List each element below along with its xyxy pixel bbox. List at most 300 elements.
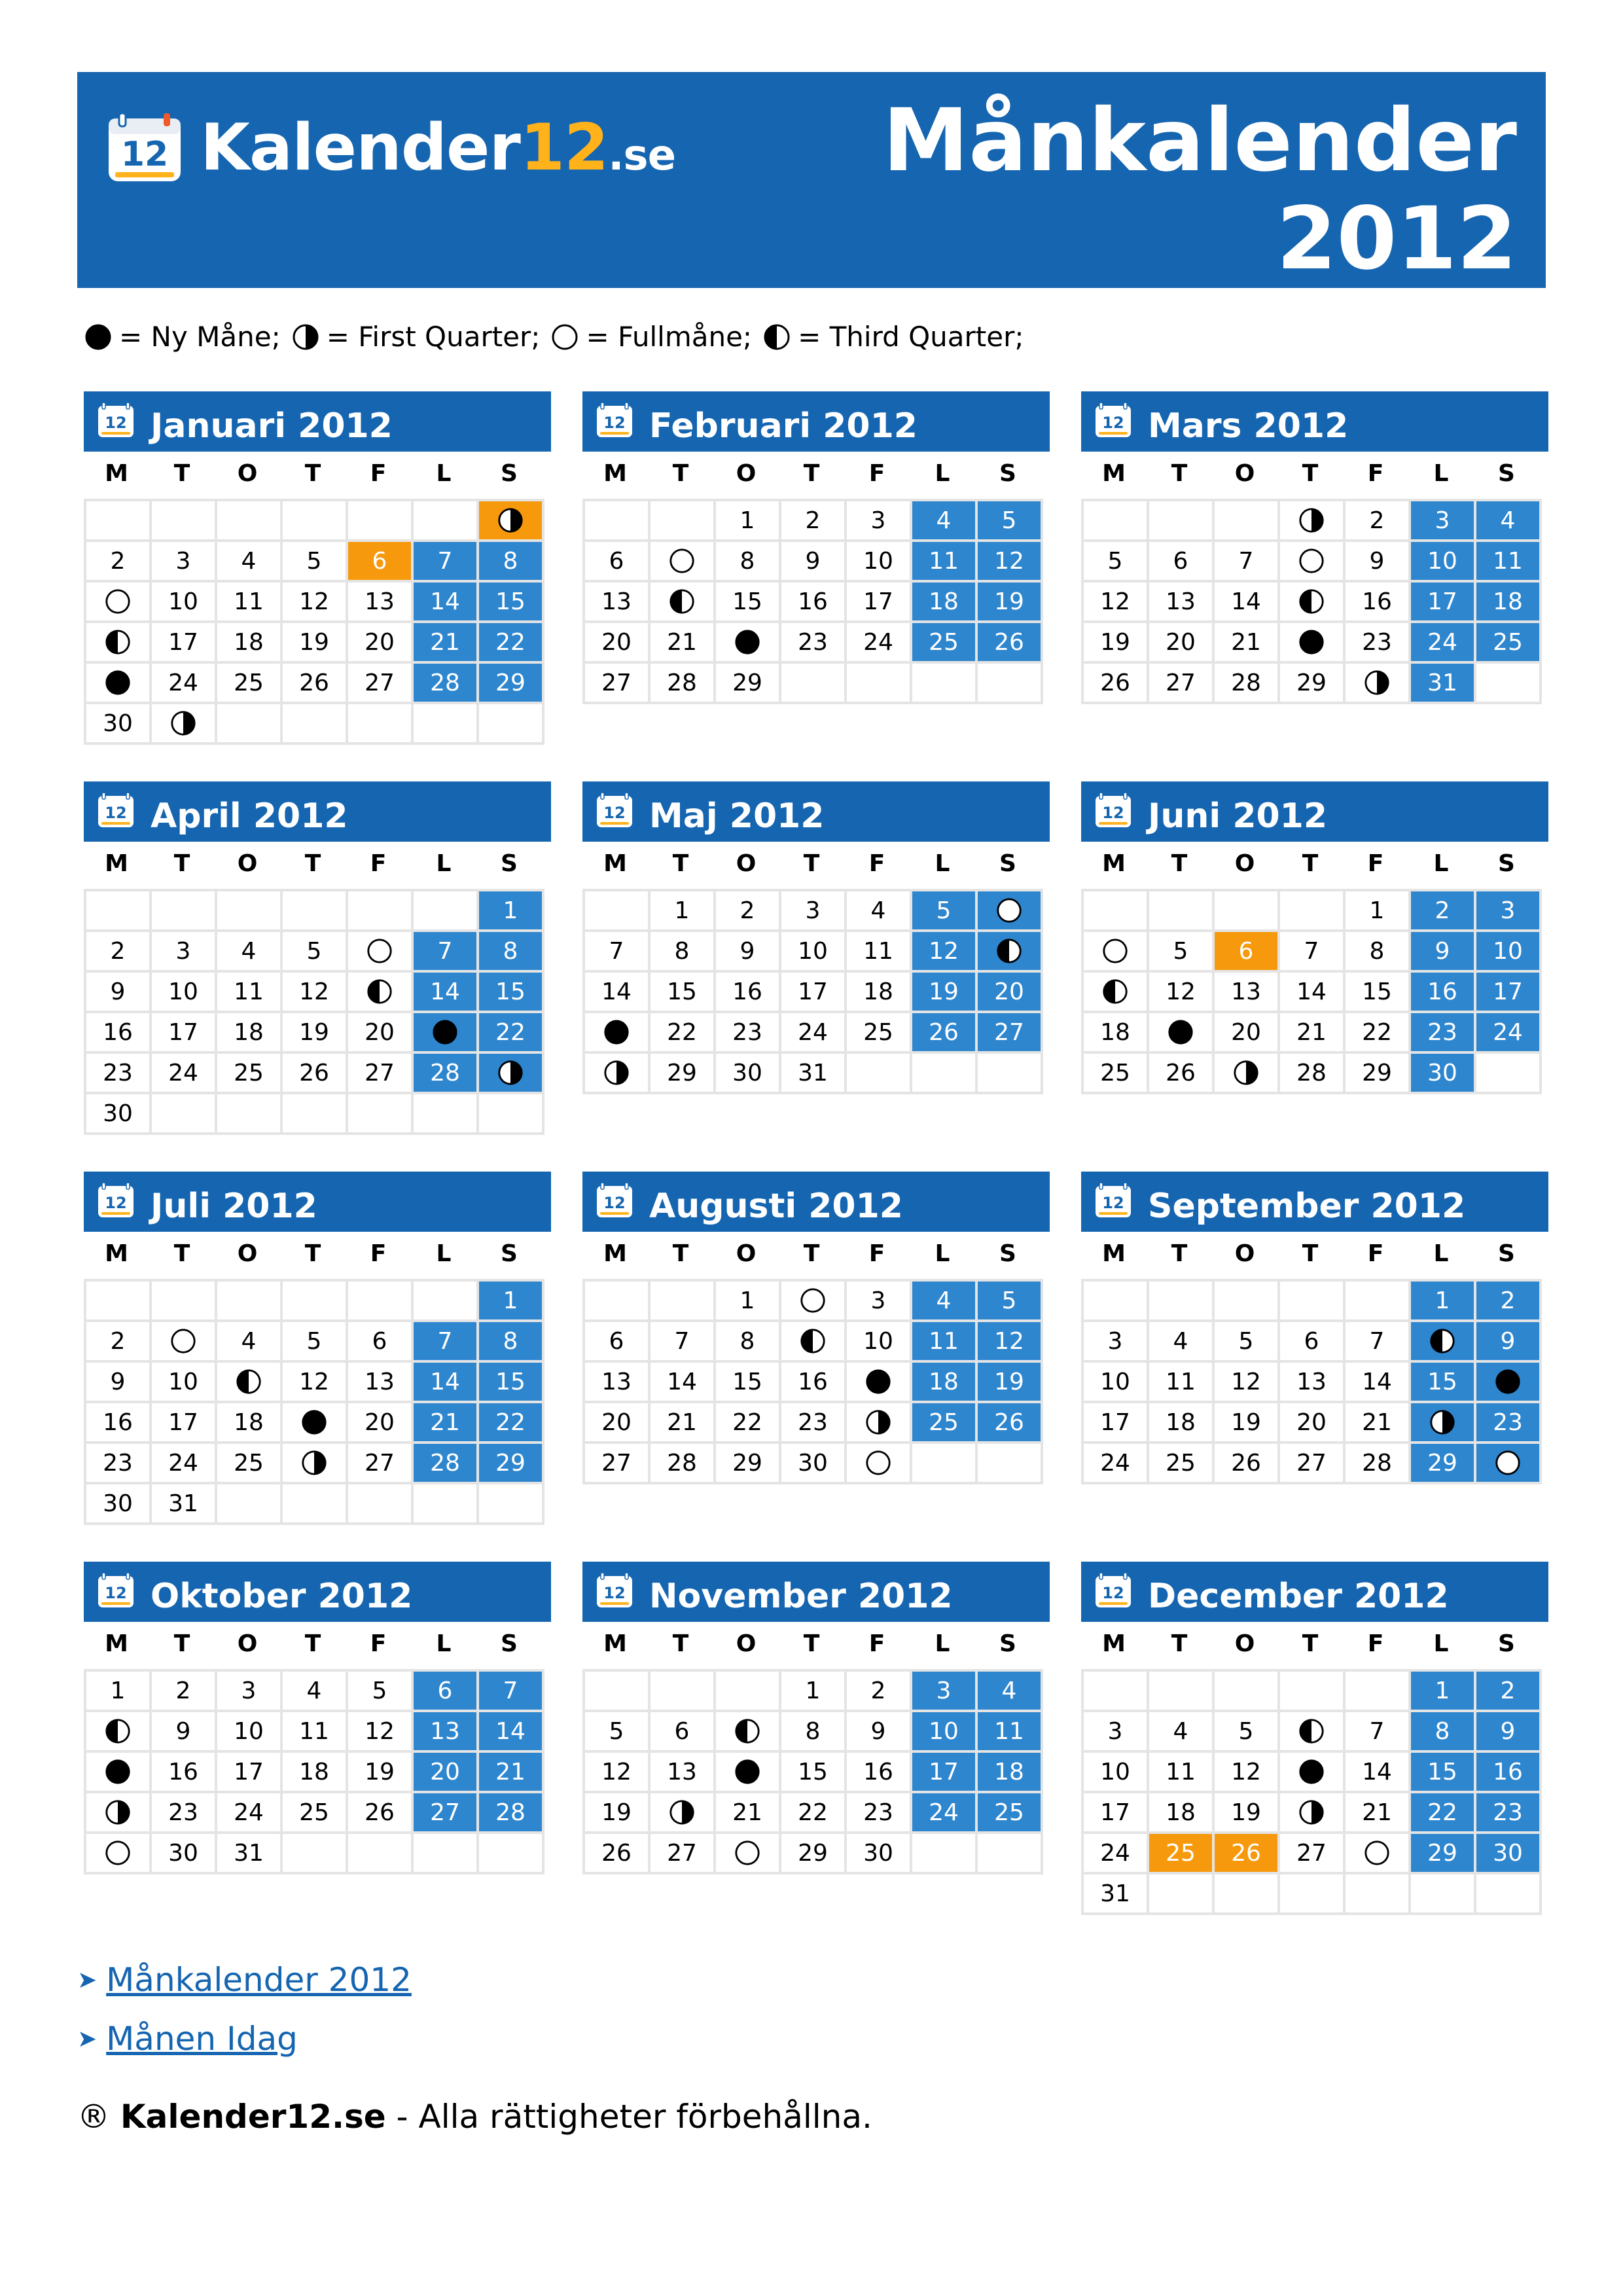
- day-cell[interactable]: 27: [347, 662, 412, 703]
- day-cell[interactable]: 6: [584, 1321, 649, 1361]
- day-cell[interactable]: 8: [780, 1711, 846, 1751]
- day-cell[interactable]: 31: [780, 1052, 846, 1093]
- day-cell[interactable]: 16: [151, 1751, 216, 1792]
- day-cell[interactable]: 26: [347, 1792, 412, 1833]
- link-manen-idag[interactable]: Månen Idag: [106, 2020, 298, 2058]
- day-cell[interactable]: 23: [85, 1052, 151, 1093]
- day-cell[interactable]: 27: [584, 662, 649, 703]
- day-cell[interactable]: 20: [584, 1402, 649, 1443]
- day-cell[interactable]: 22: [478, 1012, 543, 1052]
- day-cell[interactable]: 12: [1213, 1751, 1279, 1792]
- day-cell[interactable]: [347, 971, 412, 1012]
- day-cell[interactable]: 29: [1410, 1833, 1475, 1873]
- day-cell[interactable]: [1213, 1052, 1279, 1093]
- day-cell[interactable]: 19: [347, 1751, 412, 1792]
- day-cell[interactable]: 19: [976, 581, 1042, 622]
- day-cell[interactable]: 24: [151, 1052, 216, 1093]
- day-cell[interactable]: 2: [1475, 1670, 1541, 1711]
- day-cell[interactable]: [1279, 541, 1344, 581]
- day-cell[interactable]: 26: [1148, 1052, 1213, 1093]
- day-cell[interactable]: 21: [649, 1402, 715, 1443]
- day-cell[interactable]: 18: [1148, 1402, 1213, 1443]
- day-cell[interactable]: 30: [85, 1093, 151, 1134]
- day-cell[interactable]: 23: [85, 1443, 151, 1483]
- day-cell[interactable]: 10: [151, 581, 216, 622]
- day-cell[interactable]: [1279, 1751, 1344, 1792]
- day-cell[interactable]: [1148, 1012, 1213, 1052]
- day-cell[interactable]: [478, 1052, 543, 1093]
- day-cell[interactable]: [85, 1792, 151, 1833]
- day-cell[interactable]: 31: [216, 1833, 281, 1873]
- day-cell[interactable]: [584, 1012, 649, 1052]
- day-cell[interactable]: [1082, 971, 1148, 1012]
- day-cell[interactable]: 28: [412, 662, 478, 703]
- day-cell[interactable]: 25: [1475, 622, 1541, 662]
- day-cell[interactable]: 31: [1410, 662, 1475, 703]
- day-cell[interactable]: 25: [1082, 1052, 1148, 1093]
- day-cell[interactable]: 20: [347, 1402, 412, 1443]
- day-cell[interactable]: 12: [281, 1361, 347, 1402]
- day-cell[interactable]: 29: [1344, 1052, 1410, 1093]
- day-cell[interactable]: 25: [911, 622, 976, 662]
- day-cell[interactable]: 26: [1082, 662, 1148, 703]
- day-cell[interactable]: 11: [1148, 1361, 1213, 1402]
- day-cell[interactable]: 19: [976, 1361, 1042, 1402]
- day-cell[interactable]: [347, 931, 412, 971]
- day-cell[interactable]: [85, 1711, 151, 1751]
- day-cell[interactable]: 15: [649, 971, 715, 1012]
- day-cell[interactable]: 16: [1475, 1751, 1541, 1792]
- day-cell[interactable]: 15: [478, 1361, 543, 1402]
- day-cell[interactable]: 4: [911, 500, 976, 541]
- day-cell[interactable]: 4: [1475, 500, 1541, 541]
- day-cell[interactable]: 7: [478, 1670, 543, 1711]
- day-cell[interactable]: 27: [584, 1443, 649, 1483]
- day-cell[interactable]: 26: [976, 622, 1042, 662]
- day-cell[interactable]: 4: [976, 1670, 1042, 1711]
- day-cell[interactable]: 1: [715, 1280, 780, 1321]
- day-cell[interactable]: 10: [780, 931, 846, 971]
- day-cell[interactable]: 5: [1148, 931, 1213, 971]
- day-cell[interactable]: 22: [649, 1012, 715, 1052]
- day-cell[interactable]: 19: [281, 1012, 347, 1052]
- day-cell[interactable]: 20: [1279, 1402, 1344, 1443]
- day-cell[interactable]: 5: [347, 1670, 412, 1711]
- day-cell[interactable]: 7: [1344, 1711, 1410, 1751]
- day-cell[interactable]: 15: [478, 581, 543, 622]
- day-cell[interactable]: [85, 1833, 151, 1873]
- day-cell[interactable]: 1: [780, 1670, 846, 1711]
- day-cell[interactable]: 5: [281, 541, 347, 581]
- day-cell[interactable]: 14: [1213, 581, 1279, 622]
- day-cell[interactable]: 3: [151, 541, 216, 581]
- link-mankalender[interactable]: Månkalender 2012: [106, 1961, 412, 1999]
- day-cell[interactable]: 24: [780, 1012, 846, 1052]
- day-cell[interactable]: 5: [281, 1321, 347, 1361]
- day-cell[interactable]: [976, 931, 1042, 971]
- day-cell[interactable]: 24: [1410, 622, 1475, 662]
- day-cell[interactable]: 24: [911, 1792, 976, 1833]
- day-cell[interactable]: 16: [1410, 971, 1475, 1012]
- day-cell[interactable]: [780, 1321, 846, 1361]
- day-cell[interactable]: 5: [281, 931, 347, 971]
- day-cell[interactable]: 17: [911, 1751, 976, 1792]
- day-cell[interactable]: 2: [715, 890, 780, 931]
- day-cell[interactable]: 3: [1082, 1321, 1148, 1361]
- day-cell[interactable]: 21: [412, 622, 478, 662]
- day-cell[interactable]: 29: [478, 662, 543, 703]
- day-cell[interactable]: 28: [1344, 1443, 1410, 1483]
- day-cell[interactable]: 27: [347, 1443, 412, 1483]
- day-cell[interactable]: 13: [347, 1361, 412, 1402]
- day-cell[interactable]: 19: [584, 1792, 649, 1833]
- day-cell[interactable]: 25: [911, 1402, 976, 1443]
- day-cell[interactable]: [649, 581, 715, 622]
- day-cell[interactable]: 7: [412, 541, 478, 581]
- day-cell[interactable]: 19: [1082, 622, 1148, 662]
- day-cell[interactable]: [846, 1361, 911, 1402]
- day-cell[interactable]: [1475, 1443, 1541, 1483]
- day-cell[interactable]: 28: [649, 662, 715, 703]
- day-cell[interactable]: 17: [151, 622, 216, 662]
- day-cell[interactable]: 27: [1279, 1443, 1344, 1483]
- day-cell[interactable]: 15: [478, 971, 543, 1012]
- day-cell[interactable]: 3: [216, 1670, 281, 1711]
- day-cell[interactable]: 30: [780, 1443, 846, 1483]
- day-cell[interactable]: 6: [347, 541, 412, 581]
- day-cell[interactable]: 22: [478, 1402, 543, 1443]
- day-cell[interactable]: 9: [1344, 541, 1410, 581]
- day-cell[interactable]: 4: [1148, 1321, 1213, 1361]
- day-cell[interactable]: 5: [976, 1280, 1042, 1321]
- day-cell[interactable]: 14: [412, 581, 478, 622]
- day-cell[interactable]: 17: [151, 1402, 216, 1443]
- day-cell[interactable]: 25: [846, 1012, 911, 1052]
- day-cell[interactable]: 8: [478, 541, 543, 581]
- day-cell[interactable]: 17: [780, 971, 846, 1012]
- day-cell[interactable]: 13: [1213, 971, 1279, 1012]
- day-cell[interactable]: 28: [412, 1443, 478, 1483]
- day-cell[interactable]: 29: [649, 1052, 715, 1093]
- day-cell[interactable]: 27: [1279, 1833, 1344, 1873]
- day-cell[interactable]: 10: [151, 971, 216, 1012]
- day-cell[interactable]: [846, 1402, 911, 1443]
- day-cell[interactable]: 11: [976, 1711, 1042, 1751]
- day-cell[interactable]: 1: [478, 1280, 543, 1321]
- day-cell[interactable]: 26: [281, 662, 347, 703]
- day-cell[interactable]: 30: [85, 703, 151, 744]
- day-cell[interactable]: 24: [151, 1443, 216, 1483]
- day-cell[interactable]: 14: [412, 971, 478, 1012]
- day-cell[interactable]: 21: [412, 1402, 478, 1443]
- day-cell[interactable]: 16: [780, 1361, 846, 1402]
- day-cell[interactable]: 5: [911, 890, 976, 931]
- day-cell[interactable]: 17: [1082, 1792, 1148, 1833]
- day-cell[interactable]: 30: [846, 1833, 911, 1873]
- day-cell[interactable]: 23: [846, 1792, 911, 1833]
- day-cell[interactable]: 5: [976, 500, 1042, 541]
- day-cell[interactable]: 30: [151, 1833, 216, 1873]
- day-cell[interactable]: 15: [715, 1361, 780, 1402]
- day-cell[interactable]: 23: [780, 622, 846, 662]
- day-cell[interactable]: 5: [584, 1711, 649, 1751]
- day-cell[interactable]: [1344, 662, 1410, 703]
- day-cell[interactable]: 4: [846, 890, 911, 931]
- day-cell[interactable]: 26: [584, 1833, 649, 1873]
- day-cell[interactable]: 23: [1475, 1792, 1541, 1833]
- day-cell[interactable]: 12: [976, 541, 1042, 581]
- day-cell[interactable]: 27: [1148, 662, 1213, 703]
- day-cell[interactable]: 2: [85, 541, 151, 581]
- day-cell[interactable]: 27: [412, 1792, 478, 1833]
- day-cell[interactable]: 18: [1082, 1012, 1148, 1052]
- day-cell[interactable]: 10: [216, 1711, 281, 1751]
- day-cell[interactable]: 18: [281, 1751, 347, 1792]
- day-cell[interactable]: 6: [412, 1670, 478, 1711]
- day-cell[interactable]: 26: [281, 1052, 347, 1093]
- day-cell[interactable]: 15: [780, 1751, 846, 1792]
- day-cell[interactable]: [412, 1012, 478, 1052]
- day-cell[interactable]: 22: [1410, 1792, 1475, 1833]
- day-cell[interactable]: 12: [1082, 581, 1148, 622]
- day-cell[interactable]: 24: [846, 622, 911, 662]
- day-cell[interactable]: 20: [1148, 622, 1213, 662]
- day-cell[interactable]: 20: [1213, 1012, 1279, 1052]
- day-cell[interactable]: [1279, 500, 1344, 541]
- day-cell[interactable]: 20: [584, 622, 649, 662]
- day-cell[interactable]: [715, 1833, 780, 1873]
- day-cell[interactable]: 23: [1475, 1402, 1541, 1443]
- day-cell[interactable]: 28: [478, 1792, 543, 1833]
- day-cell[interactable]: 23: [151, 1792, 216, 1833]
- day-cell[interactable]: 8: [478, 1321, 543, 1361]
- day-cell[interactable]: 24: [1082, 1443, 1148, 1483]
- day-cell[interactable]: 7: [412, 931, 478, 971]
- day-cell[interactable]: 10: [1082, 1751, 1148, 1792]
- day-cell[interactable]: 14: [1279, 971, 1344, 1012]
- day-cell[interactable]: 18: [911, 1361, 976, 1402]
- day-cell[interactable]: [715, 1711, 780, 1751]
- day-cell[interactable]: 24: [1082, 1833, 1148, 1873]
- day-cell[interactable]: 10: [1475, 931, 1541, 971]
- day-cell[interactable]: 1: [1344, 890, 1410, 931]
- day-cell[interactable]: 2: [85, 931, 151, 971]
- day-cell[interactable]: 6: [1213, 931, 1279, 971]
- day-cell[interactable]: 21: [1279, 1012, 1344, 1052]
- day-cell[interactable]: 1: [1410, 1280, 1475, 1321]
- day-cell[interactable]: 12: [1148, 971, 1213, 1012]
- day-cell[interactable]: [85, 581, 151, 622]
- day-cell[interactable]: 22: [1344, 1012, 1410, 1052]
- day-cell[interactable]: 23: [780, 1402, 846, 1443]
- day-cell[interactable]: 18: [216, 1012, 281, 1052]
- day-cell[interactable]: [584, 1052, 649, 1093]
- day-cell[interactable]: 9: [85, 971, 151, 1012]
- day-cell[interactable]: 30: [85, 1483, 151, 1524]
- day-cell[interactable]: [151, 703, 216, 744]
- day-cell[interactable]: 28: [1213, 662, 1279, 703]
- day-cell[interactable]: 13: [584, 581, 649, 622]
- day-cell[interactable]: 18: [976, 1751, 1042, 1792]
- day-cell[interactable]: 9: [1410, 931, 1475, 971]
- day-cell[interactable]: 21: [478, 1751, 543, 1792]
- day-cell[interactable]: 8: [649, 931, 715, 971]
- day-cell[interactable]: 12: [281, 971, 347, 1012]
- day-cell[interactable]: 11: [846, 931, 911, 971]
- day-cell[interactable]: 22: [780, 1792, 846, 1833]
- day-cell[interactable]: 9: [1475, 1711, 1541, 1751]
- day-cell[interactable]: 19: [281, 622, 347, 662]
- day-cell[interactable]: 19: [1213, 1792, 1279, 1833]
- day-cell[interactable]: 6: [649, 1711, 715, 1751]
- day-cell[interactable]: [1279, 1711, 1344, 1751]
- day-cell[interactable]: 17: [216, 1751, 281, 1792]
- day-cell[interactable]: 13: [412, 1711, 478, 1751]
- day-cell[interactable]: 26: [911, 1012, 976, 1052]
- day-cell[interactable]: 19: [911, 971, 976, 1012]
- day-cell[interactable]: 6: [1148, 541, 1213, 581]
- day-cell[interactable]: [1082, 931, 1148, 971]
- day-cell[interactable]: 17: [1410, 581, 1475, 622]
- day-cell[interactable]: 1: [1410, 1670, 1475, 1711]
- day-cell[interactable]: 11: [216, 581, 281, 622]
- day-cell[interactable]: 29: [715, 662, 780, 703]
- day-cell[interactable]: 6: [1279, 1321, 1344, 1361]
- day-cell[interactable]: 1: [85, 1670, 151, 1711]
- day-cell[interactable]: 8: [478, 931, 543, 971]
- day-cell[interactable]: [1410, 1402, 1475, 1443]
- day-cell[interactable]: 11: [216, 971, 281, 1012]
- day-cell[interactable]: 5: [1082, 541, 1148, 581]
- day-cell[interactable]: 9: [846, 1711, 911, 1751]
- day-cell[interactable]: 25: [976, 1792, 1042, 1833]
- day-cell[interactable]: [281, 1402, 347, 1443]
- day-cell[interactable]: 16: [846, 1751, 911, 1792]
- day-cell[interactable]: 4: [281, 1670, 347, 1711]
- day-cell[interactable]: 7: [1344, 1321, 1410, 1361]
- day-cell[interactable]: [649, 1792, 715, 1833]
- day-cell[interactable]: [85, 622, 151, 662]
- day-cell[interactable]: 11: [911, 1321, 976, 1361]
- day-cell[interactable]: 13: [649, 1751, 715, 1792]
- day-cell[interactable]: 8: [1410, 1711, 1475, 1751]
- day-cell[interactable]: 28: [649, 1443, 715, 1483]
- day-cell[interactable]: 29: [1279, 662, 1344, 703]
- day-cell[interactable]: 7: [1213, 541, 1279, 581]
- day-cell[interactable]: 17: [1082, 1402, 1148, 1443]
- day-cell[interactable]: 21: [1213, 622, 1279, 662]
- day-cell[interactable]: 21: [1344, 1402, 1410, 1443]
- day-cell[interactable]: 31: [1082, 1873, 1148, 1914]
- day-cell[interactable]: 4: [911, 1280, 976, 1321]
- day-cell[interactable]: 13: [584, 1361, 649, 1402]
- day-cell[interactable]: 5: [1213, 1321, 1279, 1361]
- day-cell[interactable]: 15: [1410, 1361, 1475, 1402]
- day-cell[interactable]: 27: [347, 1052, 412, 1093]
- day-cell[interactable]: 22: [715, 1402, 780, 1443]
- day-cell[interactable]: 2: [780, 500, 846, 541]
- day-cell[interactable]: 5: [1213, 1711, 1279, 1751]
- day-cell[interactable]: 4: [216, 541, 281, 581]
- day-cell[interactable]: 18: [911, 581, 976, 622]
- day-cell[interactable]: 29: [1410, 1443, 1475, 1483]
- day-cell[interactable]: 25: [216, 662, 281, 703]
- day-cell[interactable]: 12: [281, 581, 347, 622]
- day-cell[interactable]: 14: [412, 1361, 478, 1402]
- day-cell[interactable]: 25: [1148, 1443, 1213, 1483]
- day-cell[interactable]: 2: [846, 1670, 911, 1711]
- day-cell[interactable]: 30: [1410, 1052, 1475, 1093]
- day-cell[interactable]: [715, 622, 780, 662]
- day-cell[interactable]: 9: [715, 931, 780, 971]
- day-cell[interactable]: 13: [1148, 581, 1213, 622]
- day-cell[interactable]: 2: [151, 1670, 216, 1711]
- day-cell[interactable]: 3: [1410, 500, 1475, 541]
- day-cell[interactable]: [649, 541, 715, 581]
- day-cell[interactable]: 31: [151, 1483, 216, 1524]
- day-cell[interactable]: 10: [1410, 541, 1475, 581]
- day-cell[interactable]: 16: [780, 581, 846, 622]
- day-cell[interactable]: 18: [216, 622, 281, 662]
- day-cell[interactable]: 2: [1344, 500, 1410, 541]
- day-cell[interactable]: [846, 1443, 911, 1483]
- day-cell[interactable]: 21: [715, 1792, 780, 1833]
- day-cell[interactable]: 30: [1475, 1833, 1541, 1873]
- day-cell[interactable]: 12: [347, 1711, 412, 1751]
- day-cell[interactable]: 10: [846, 1321, 911, 1361]
- day-cell[interactable]: 9: [151, 1711, 216, 1751]
- day-cell[interactable]: 10: [1082, 1361, 1148, 1402]
- day-cell[interactable]: 10: [846, 541, 911, 581]
- day-cell[interactable]: 4: [216, 931, 281, 971]
- day-cell[interactable]: 28: [412, 1052, 478, 1093]
- day-cell[interactable]: 3: [846, 500, 911, 541]
- day-cell[interactable]: 19: [1213, 1402, 1279, 1443]
- site-logo[interactable]: [106, 109, 675, 187]
- day-cell[interactable]: 10: [151, 1361, 216, 1402]
- day-cell[interactable]: 26: [1213, 1443, 1279, 1483]
- day-cell[interactable]: 15: [1410, 1751, 1475, 1792]
- day-cell[interactable]: 20: [976, 971, 1042, 1012]
- day-cell[interactable]: 25: [1148, 1833, 1213, 1873]
- day-cell[interactable]: 1: [715, 500, 780, 541]
- day-cell[interactable]: [780, 1280, 846, 1321]
- day-cell[interactable]: 17: [151, 1012, 216, 1052]
- day-cell[interactable]: 18: [846, 971, 911, 1012]
- day-cell[interactable]: 12: [976, 1321, 1042, 1361]
- day-cell[interactable]: 8: [1344, 931, 1410, 971]
- day-cell[interactable]: [715, 1751, 780, 1792]
- day-cell[interactable]: 26: [976, 1402, 1042, 1443]
- day-cell[interactable]: 16: [85, 1012, 151, 1052]
- day-cell[interactable]: 18: [216, 1402, 281, 1443]
- day-cell[interactable]: 11: [1475, 541, 1541, 581]
- day-cell[interactable]: 7: [584, 931, 649, 971]
- day-cell[interactable]: 1: [478, 890, 543, 931]
- day-cell[interactable]: [151, 1321, 216, 1361]
- day-cell[interactable]: 25: [216, 1443, 281, 1483]
- day-cell[interactable]: 16: [715, 971, 780, 1012]
- day-cell[interactable]: 23: [1410, 1012, 1475, 1052]
- day-cell[interactable]: 29: [780, 1833, 846, 1873]
- day-cell[interactable]: [1410, 1321, 1475, 1361]
- day-cell[interactable]: [976, 890, 1042, 931]
- day-cell[interactable]: 20: [347, 622, 412, 662]
- day-cell[interactable]: 13: [1279, 1361, 1344, 1402]
- day-cell[interactable]: 14: [478, 1711, 543, 1751]
- day-cell[interactable]: [478, 500, 543, 541]
- day-cell[interactable]: 10: [911, 1711, 976, 1751]
